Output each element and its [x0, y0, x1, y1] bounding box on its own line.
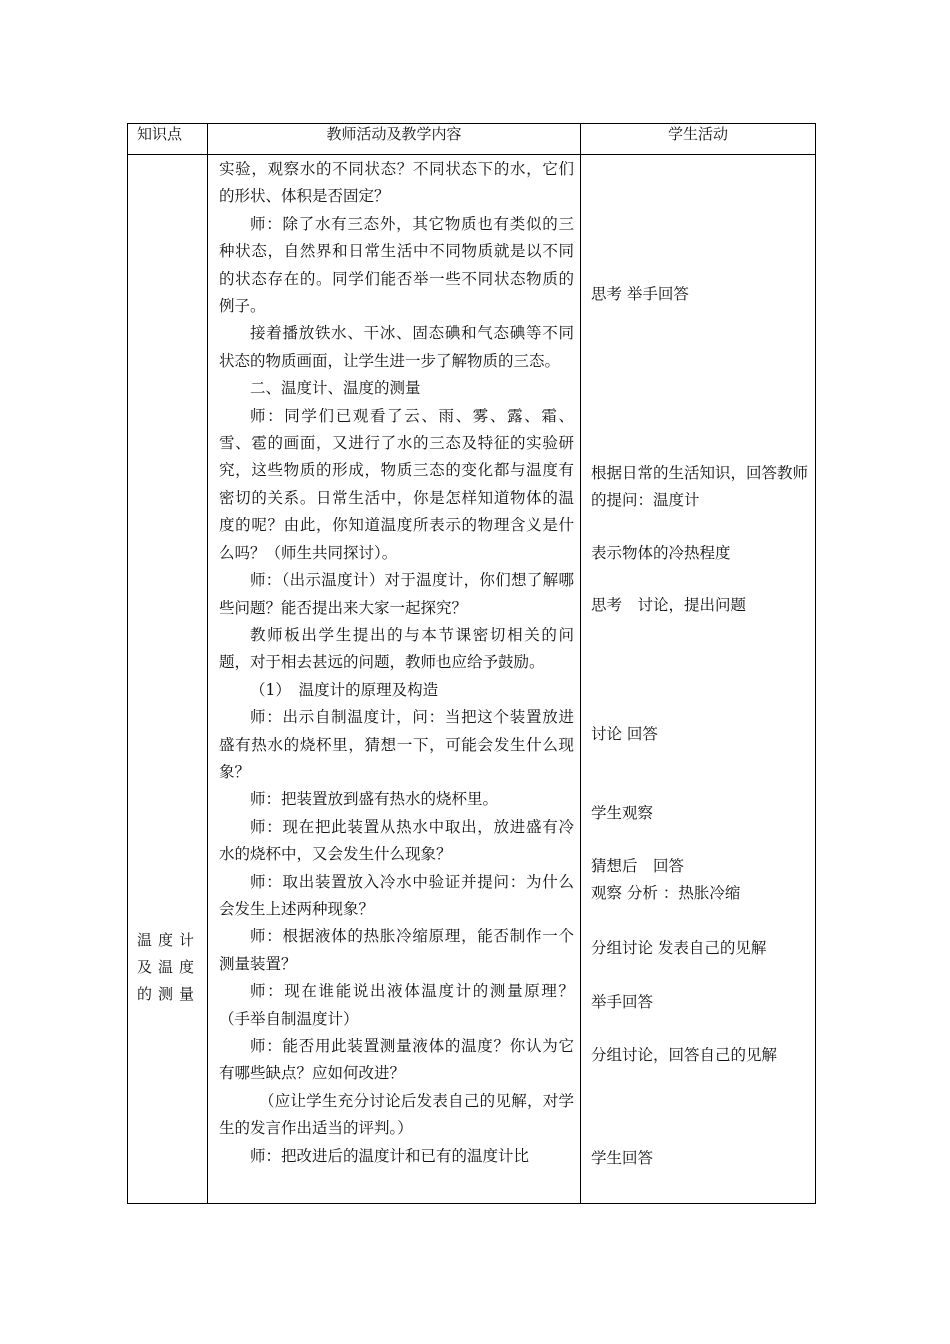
- teacher-paragraph: 师：把装置放到盛有热水的烧杯里。: [250, 790, 499, 809]
- header-row: [128, 124, 816, 155]
- student-item: 思考 举手回答: [591, 285, 689, 303]
- teacher-paragraph: 接着播放铁水、干冰、固态碘和气态碘等不同状态的物质画面，让学生进一步了解物质的三态。: [219, 324, 574, 370]
- student-item: 猜想后 回答: [591, 857, 685, 875]
- teacher-paragraph: 实验，观察水的不同状态？不同状态下的水，它们的形状、体积是否固定？: [219, 160, 574, 206]
- teacher-activity-cell: [208, 155, 581, 1204]
- teacher-note: （应让学生充分讨论后发表自己的见解，对学生的发言作出适当的评判。）: [219, 1091, 574, 1138]
- student-item: 分组讨论，回答自己的见解: [591, 1046, 778, 1064]
- teacher-paragraph: 师：除了水有三态外，其它物质也有类似的三种状态，自然界和日常生活中不同物质就是以不同的状态存在的。同学们能否举一些不同状态物质的例子。: [219, 214, 574, 316]
- teacher-paragraph: 师：把改进后的温度计和已有的温度计比: [250, 1146, 530, 1165]
- teacher-paragraph: 师：能否用此装置测量液体的温度？你认为它有哪些缺点？应如何改进？: [219, 1037, 574, 1083]
- header-knowledge-point: 知识点: [128, 124, 208, 155]
- student-item: 学生回答: [591, 1149, 654, 1167]
- teacher-paragraph: 师：根据液体的热胀冷缩原理，能否制作一个测量装置？: [219, 927, 574, 973]
- header-student-activity: 学生活动: [581, 124, 816, 155]
- teacher-paragraph: 师：现在把此装置从热水中取出，放进盛有冷水的烧杯中，又会发生什么现象？: [219, 817, 574, 864]
- student-item: 观察 分析 ：热胀冷缩: [591, 884, 741, 902]
- student-item: 思考 讨论，提出问题: [591, 596, 747, 614]
- knowledge-point-cell: [128, 155, 208, 1204]
- student-item: 讨论 回答: [591, 725, 658, 743]
- teacher-paragraph: 师：现在谁能说出液体温度计的测量原理？（手举自制温度计）: [219, 982, 574, 1028]
- teacher-paragraph: 师：同学们已观看了云、雨、雾、露、霜、雪、雹的画面，又进行了水的三态及特征的实验研究，这些物质的形成，物质三态的变化都与温度有密切的关系。日常生活中，你是怎样知道物体的温度的呢？由此，你知道温度所表示的物理含义是什么吗？（师生共同探讨）。: [219, 406, 574, 562]
- subsection-heading: （1） 温度计的原理及构造: [250, 680, 439, 699]
- student-item: 根据日常的生活知识，回答教师的提问：温度计: [591, 464, 809, 509]
- student-item: 分组讨论 发表自己的见解: [591, 939, 767, 957]
- teacher-activity-text: [208, 155, 580, 1170]
- lesson-plan-table: [127, 123, 816, 1204]
- student-item: 表示物体的冷热程度: [591, 544, 731, 562]
- teacher-paragraph: 教师板出学生提出的与本节课密切相关的问题，对于相去甚远的问题，教师也应给予鼓励。: [219, 625, 574, 672]
- knowledge-point-text: 温度计及温度的测量: [137, 931, 201, 1003]
- teacher-paragraph: 师：出示自制温度计，问：当把这个装置放进盛有热水的烧杯里，猜想一下，可能会发生什么现象？: [219, 708, 574, 781]
- section-heading: 二、温度计、温度的测量: [250, 379, 421, 398]
- teacher-paragraph: 师：（出示温度计）对于温度计，你们想了解哪些问题？能否提出来大家一起探究？: [219, 571, 574, 617]
- header-teacher-activity: 教师活动及教学内容: [208, 124, 581, 155]
- teacher-paragraph: 师：取出装置放入冷水中验证并提问：为什么会发生上述两种现象？: [219, 872, 574, 918]
- content-row: [128, 155, 816, 1204]
- student-activity-cell: [581, 155, 816, 1204]
- student-item: 学生观察: [591, 804, 654, 822]
- student-item: 举手回答: [591, 993, 654, 1011]
